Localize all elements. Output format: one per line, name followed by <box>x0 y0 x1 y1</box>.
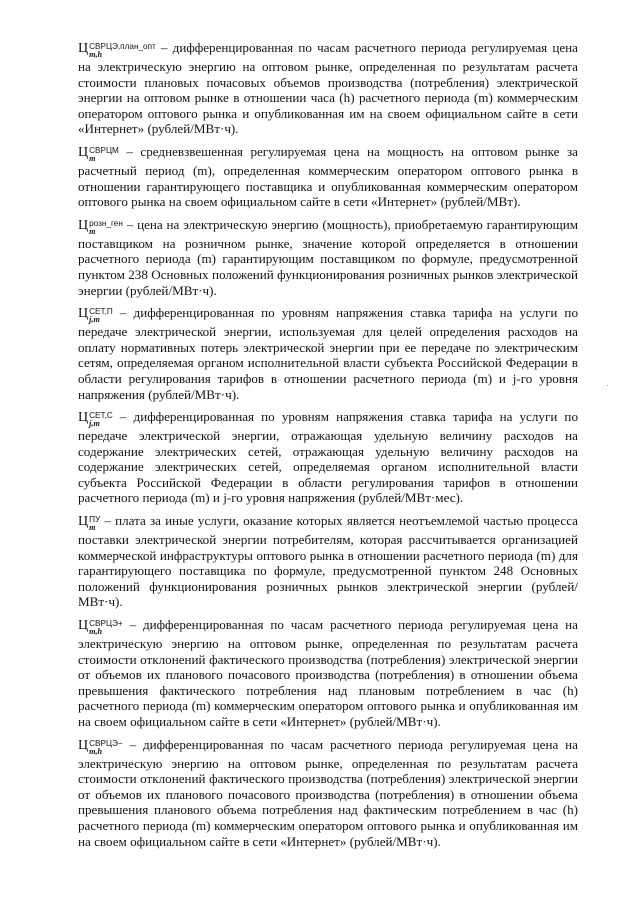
formula-symbol <box>78 144 119 163</box>
definition-paragraph <box>78 217 578 298</box>
symbol-superscript: розн_ген <box>89 218 123 228</box>
symbol-base: Ц <box>78 618 89 634</box>
definition-text: – дифференцированная по уровням напряжения ставка тарифа на услуги по передаче электрической энергии, отражающая удельную величину расходов на содержание электрических сетей, отражающая удельную величину расходов на содержание электрических сетей, определяемая органом исполнительной власти субъекта Российской Федерации в области регулирования тарифов в отношении расчетного периода (m) и j-го уровня напряжения (рублей/МВт·мес). <box>78 409 578 506</box>
symbol-subscript: m <box>89 523 96 533</box>
definition-paragraph <box>78 305 578 402</box>
symbol-subscript: m <box>89 226 96 236</box>
definition-paragraph <box>78 40 578 137</box>
formula-symbol <box>78 513 101 533</box>
symbol-base: Ц <box>78 514 89 530</box>
symbol-base: Ц <box>78 410 89 426</box>
symbol-subscript: m,h <box>89 627 103 637</box>
symbol-superscript: СВРЦЭ+ <box>89 619 123 629</box>
symbol-subscript: m <box>89 153 96 163</box>
formula-symbol <box>78 409 113 429</box>
scan-speck <box>607 385 608 386</box>
formula-symbol <box>78 617 123 637</box>
formula-symbol <box>78 40 156 59</box>
definition-text: – средневзвешенная регулируемая цена на мощность на оптовом рынке за расчетный период (m), определенная коммерческим оператором оптового рынка в отношении гарантирующего поставщика и опубликованная коммерческим оператором оптового рынка на своем официальном сайте в сети «Интернет» (рублей/МВт). <box>78 143 578 210</box>
symbol-superscript: СЕТ,П <box>89 307 113 317</box>
definition-text: – дифференцированная по часам расчетного периода регулируемая цена на электрическую энергию на оптовом рынке, определенная по результатам расчета стоимости отклонений фактического производства (потребления) электрической энергии от объемов их планового почасового производства (потребления) в отношении объема превышения планового объема потребления над фактическим потреблением в час (h) расчетного периода (m) коммерческим оператором оптового рынка и опубликованная им на своем официальном сайте в сети «Интернет» (рублей/МВт·ч). <box>78 736 578 849</box>
symbol-subscript: j,m <box>89 419 100 429</box>
symbol-base: Ц <box>78 306 89 322</box>
symbol-base: Ц <box>78 41 89 56</box>
definitions-list <box>78 40 578 856</box>
formula-symbol <box>78 305 113 325</box>
symbol-subscript: j,m <box>89 315 100 325</box>
symbol-base: Ц <box>78 144 89 160</box>
definition-text: – дифференцированная по часам расчетного периода регулируемая цена на электрическую энергию на оптовом рынке, определенная по результатам расчета стоимости отклонений фактического производства (потребления) электрической энергии от объемов их планового почасового производства (потребления) в отношении объема превышения фактического потребления над плановым потреблением в час (h) расчетного периода (m) коммерческим оператором оптового рынка и опубликованная им на своем официальном сайте в сети «Интернет» (рублей/МВт·ч). <box>78 617 578 729</box>
symbol-superscript: СВРЦЭ− <box>89 738 123 748</box>
definition-text: – дифференцированная по уровням напряжения ставка тарифа на услуги по передаче электрической энергии, используемая для целей определения расходов на оплату нормативных потерь электрической энергии при ее передаче по электрическим сетям, определяемая органом исполнительной власти субъекта Российской Федерации в области регулирования тарифов в отношении расчетного периода (m) и j-го уровня напряжения (рублей/МВт·ч). <box>78 305 578 402</box>
symbol-superscript: СВРЦЭ,план_опт <box>89 42 156 51</box>
symbol-superscript: СВРЦМ <box>89 145 119 155</box>
symbol-superscript: ПУ <box>89 515 101 525</box>
symbol-base: Ц <box>78 737 89 753</box>
definition-paragraph <box>78 409 578 506</box>
formula-symbol <box>78 737 123 756</box>
definition-text: – дифференцированная по часам расчетного периода регулируемая цена на электрическую энергию на оптовом рынке, определенная по результатам расчета стоимости плановых почасовых объемов производства (потребления) электрической энергии на оптовом рынке в отношении часа (h) расчетного периода (m) коммерческим оператором оптового рынка и опубликованная им на своем официальном сайте в сети «Интернет» (рублей/МВт·ч). <box>78 40 578 137</box>
symbol-base: Ц <box>78 217 89 233</box>
definition-paragraph <box>78 144 578 210</box>
symbol-superscript: СЕТ,С <box>89 411 113 421</box>
definition-text: – плата за иные услуги, оказание которых является неотъемлемой частью процесса поставки электрической энергии потребителям, которая рассчитывается организацией коммерческой инфраструктуры оптового рынка в отношении расчетного периода (m) для гарантирующего поставщика по формуле, предусмотренной пунктом 248 Основных положений функционирования розничных рынков электрической энергии (рублей/МВт·ч). <box>78 513 578 610</box>
definition-paragraph <box>78 617 578 730</box>
symbol-subscript: m,h <box>89 50 103 59</box>
definition-paragraph <box>78 513 578 610</box>
definition-text: – цена на электрическую энергию (мощность), приобретаемую гарантирующим поставщиком на розничном рынке, значение которой определяется в отношении расчетного периода (m) гарантирующим поставщиком по формуле, предусмотренной пунктом 238 Основных положений функционирования розничных рынков электрической энергии (рублей/МВт·ч). <box>78 216 578 298</box>
symbol-subscript: m,h <box>89 746 103 756</box>
formula-symbol <box>78 217 123 236</box>
definition-paragraph <box>78 737 578 850</box>
